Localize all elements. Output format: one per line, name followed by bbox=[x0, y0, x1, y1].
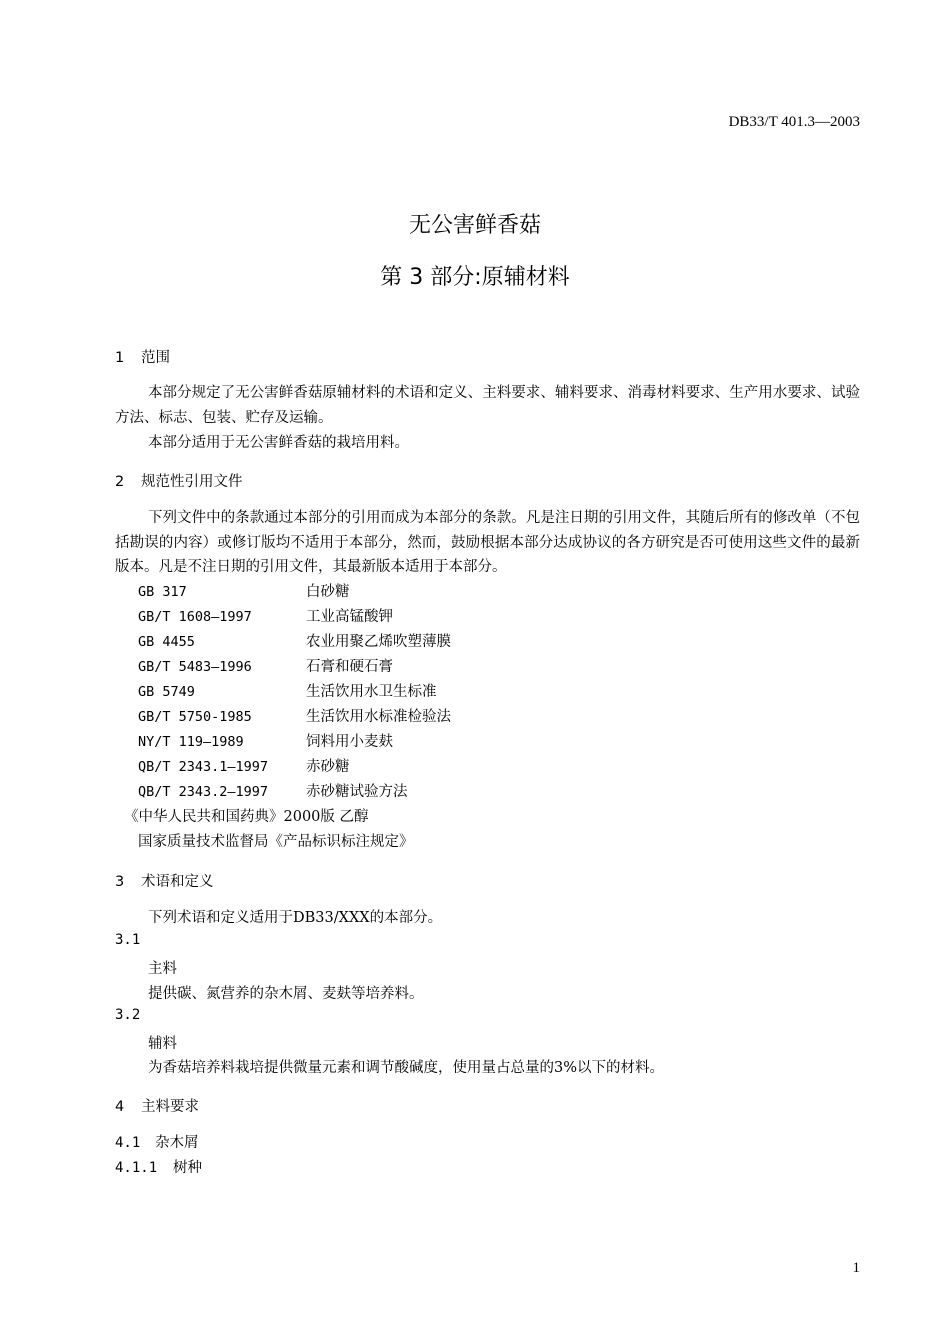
paragraph: 本部分适用于无公害鲜香菇的栽培用料。 bbox=[148, 435, 409, 451]
reference-item bbox=[138, 705, 451, 730]
reference-name: 石膏和硬石膏 bbox=[306, 659, 393, 675]
section-number: 4 bbox=[115, 1099, 125, 1115]
page-number: 1 bbox=[852, 1260, 860, 1276]
reference-item bbox=[138, 680, 451, 705]
reference-name: 生活饮用水标准检验法 bbox=[306, 709, 451, 725]
paragraph: 本部分规定了无公害鲜香菇原辅材料的术语和定义、主料要求、辅料要求、消毒材料要求、生产用水要求、试验方法、标志、包装、贮存及运输。 bbox=[115, 385, 860, 426]
reference-name: 赤砂糖 bbox=[306, 759, 350, 775]
section-title: 术语和定义 bbox=[141, 874, 214, 890]
reference-code: GB 5749 bbox=[138, 684, 195, 700]
document-subtitle: 第 3 部分:原辅材料 bbox=[380, 265, 570, 290]
reference-code: GB/T 5483—1996 bbox=[138, 659, 252, 675]
section-3-heading bbox=[115, 870, 214, 891]
reference-code: QB/T 2343.1—1997 bbox=[138, 759, 269, 775]
reference-extra: 《中华人民共和国药典》2000版 乙醇 bbox=[124, 809, 369, 825]
subsubsection-title: 树种 bbox=[173, 1160, 202, 1176]
paragraph: 下列术语和定义适用于DB33/XXX的本部分。 bbox=[148, 910, 443, 926]
term-definition: 为香菇培养料栽培提供微量元素和调节酸碱度，使用量占总量的3%以下的材料。 bbox=[148, 1060, 665, 1076]
reference-code: GB 4455 bbox=[138, 634, 195, 650]
reference-name: 白砂糖 bbox=[306, 584, 350, 600]
section-title: 主料要求 bbox=[141, 1099, 199, 1115]
term-name: 辅料 bbox=[148, 1036, 177, 1052]
term-name: 主料 bbox=[148, 961, 177, 977]
section-number: 2 bbox=[115, 474, 125, 490]
reference-name: 生活饮用水卫生标准 bbox=[306, 684, 437, 700]
reference-item bbox=[138, 655, 451, 680]
reference-name: 工业高锰酸钾 bbox=[306, 609, 393, 625]
reference-extra: 国家质量技术监督局《产品标识标注规定》 bbox=[138, 834, 414, 850]
section-title: 范围 bbox=[141, 350, 170, 366]
reference-item bbox=[138, 780, 451, 805]
section-number: 1 bbox=[115, 350, 125, 366]
reference-code: QB/T 2343.2—1997 bbox=[138, 784, 269, 800]
clause-number: 3.2 bbox=[115, 1007, 141, 1023]
subsubsection-heading bbox=[115, 1156, 202, 1177]
subsection-number: 4.1 bbox=[115, 1135, 141, 1151]
term-definition: 提供碳、氮营养的杂木屑、麦麸等培养料。 bbox=[148, 986, 424, 1002]
standard-code: DB33/T 401.3—2003 bbox=[728, 114, 860, 130]
reference-list bbox=[124, 580, 451, 855]
reference-item bbox=[138, 580, 451, 605]
section-2-heading bbox=[115, 470, 243, 491]
reference-code: NY/T 119—1989 bbox=[138, 734, 244, 750]
section-1-heading bbox=[115, 346, 170, 367]
clause-number: 3.1 bbox=[115, 932, 141, 948]
reference-name: 饲料用小麦麸 bbox=[306, 734, 393, 750]
section-number: 3 bbox=[115, 874, 125, 890]
subsection-heading bbox=[115, 1131, 199, 1152]
subsection-title: 杂木屑 bbox=[155, 1135, 199, 1151]
reference-code: GB/T 1608—1997 bbox=[138, 609, 252, 625]
reference-item bbox=[138, 730, 451, 755]
reference-name: 农业用聚乙烯吹塑薄膜 bbox=[306, 634, 451, 650]
document-title: 无公害鲜香菇 bbox=[408, 213, 541, 238]
paragraph: 下列文件中的条款通过本部分的引用而成为本部分的条款。凡是注日期的引用文件，其随后所有的修改单（不包括勘误的内容）或修订版均不适用于本部分，然而，鼓励根据本部分达成协议的各方研究是否可使用这些文件的最新版本。凡是不注日期的引用文件，其最新版本适用于本部分。 bbox=[115, 510, 860, 575]
reference-item bbox=[138, 630, 451, 655]
reference-name: 赤砂糖试验方法 bbox=[306, 784, 408, 800]
section-4-heading bbox=[115, 1095, 199, 1116]
reference-code: GB 317 bbox=[138, 584, 187, 600]
reference-code: GB/T 5750-1985 bbox=[138, 709, 252, 725]
reference-item bbox=[138, 605, 451, 630]
subsubsection-number: 4.1.1 bbox=[115, 1160, 158, 1176]
reference-item bbox=[138, 755, 451, 780]
section-title: 规范性引用文件 bbox=[141, 474, 243, 490]
